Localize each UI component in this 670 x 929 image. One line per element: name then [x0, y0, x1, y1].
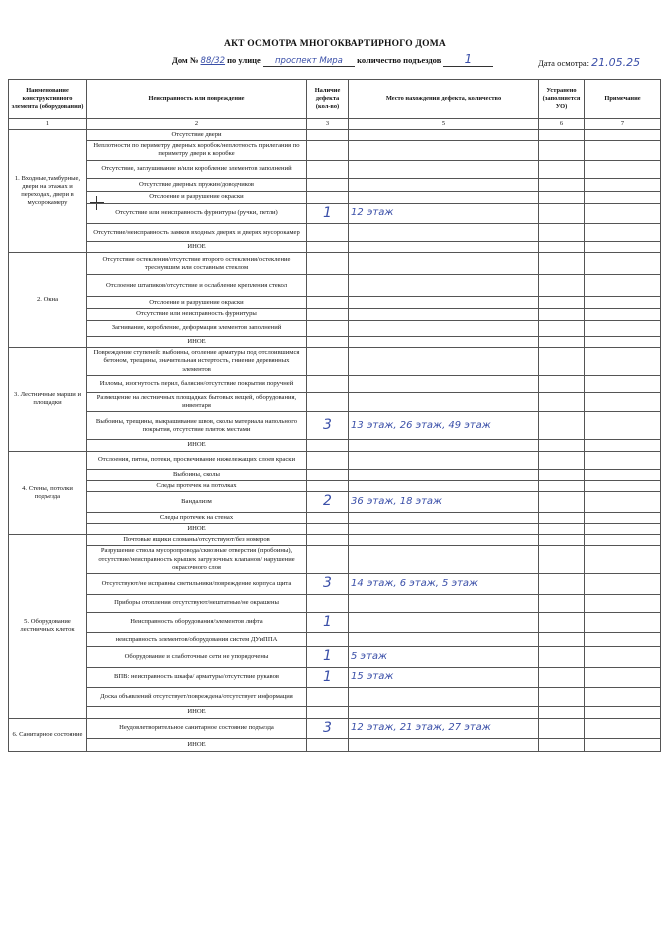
- fixed-field[interactable]: [539, 392, 585, 411]
- table-row: [9, 275, 661, 297]
- fixed-field[interactable]: [539, 336, 585, 347]
- defect-quantity-field[interactable]: [307, 309, 349, 320]
- defect-quantity-field[interactable]: [307, 191, 349, 203]
- defect-quantity-field[interactable]: [307, 512, 349, 523]
- table-row: [9, 297, 661, 309]
- note-field[interactable]: [585, 130, 661, 141]
- defects-table: [8, 79, 661, 752]
- element-category: 2. Окна: [9, 253, 87, 347]
- fixed-field[interactable]: [539, 253, 585, 275]
- fixed-field[interactable]: [539, 707, 585, 718]
- fixed-field[interactable]: [539, 469, 585, 480]
- defect-location-field[interactable]: 12 этаж, 21 этаж, 27 этаж: [349, 718, 539, 739]
- defect-quantity-field[interactable]: 1: [307, 647, 349, 668]
- house-label: Дом №: [172, 55, 199, 65]
- note-field[interactable]: [585, 347, 661, 375]
- note-field[interactable]: [585, 336, 661, 347]
- table-row: [9, 647, 661, 668]
- note-field[interactable]: [585, 451, 661, 469]
- table-row: [9, 203, 661, 224]
- defect-quantity-field[interactable]: [307, 297, 349, 309]
- col-number: 3: [307, 119, 349, 130]
- table-row: [9, 392, 661, 411]
- defect-description: Отсутствие дверных пружин/доводчиков: [87, 178, 307, 191]
- note-field[interactable]: [585, 275, 661, 297]
- fixed-field[interactable]: [539, 535, 585, 546]
- defect-location-field[interactable]: [349, 253, 539, 275]
- defect-description: Оборудование и слаботочные сети не упорядочены: [87, 647, 307, 668]
- defect-description: ИНОЕ: [87, 242, 307, 253]
- note-field[interactable]: [585, 739, 661, 752]
- defect-description: Размещение на лестничных площадках бытовых вещей, оборудования, инвентаря: [87, 392, 307, 411]
- defect-quantity-field[interactable]: [307, 160, 349, 178]
- note-field[interactable]: [585, 594, 661, 612]
- col-header-qty: Наличие дефекта (кол-во): [307, 80, 349, 119]
- defect-description: Отсутствие или неисправность фурнитуры: [87, 309, 307, 320]
- document-title: АКТ ОСМОТРА МНОГОКВАРТИРНОГО ДОМА: [224, 39, 446, 49]
- defect-quantity-field[interactable]: [307, 275, 349, 297]
- defect-quantity-field[interactable]: [307, 707, 349, 718]
- defect-quantity-field[interactable]: [307, 375, 349, 392]
- defect-location-field[interactable]: [349, 347, 539, 375]
- fixed-field[interactable]: [539, 688, 585, 707]
- table-row: [9, 718, 661, 739]
- element-category: 5. Оборудование лестничных клеток: [9, 535, 87, 718]
- defect-location-field[interactable]: [349, 191, 539, 203]
- defect-location-field[interactable]: [349, 392, 539, 411]
- col-header-location: Место нахождения дефекта, количество: [349, 80, 539, 119]
- defect-location-field[interactable]: [349, 440, 539, 451]
- defect-description: Следы протечек на стенах: [87, 512, 307, 523]
- defect-quantity-field[interactable]: 1: [307, 667, 349, 688]
- note-field[interactable]: [585, 203, 661, 224]
- defect-quantity-field[interactable]: 2: [307, 492, 349, 513]
- inspection-date: [538, 56, 640, 69]
- defect-description: Отсутствие остекления/отсутствие второго остекления/остекление треснувшим или составным стеклом: [87, 253, 307, 275]
- defect-description: Отсутствие, заглушивание и/или коробление элементов заполнений: [87, 160, 307, 178]
- table-row: [9, 633, 661, 647]
- table-row: [9, 688, 661, 707]
- fixed-field[interactable]: [539, 130, 585, 141]
- defect-quantity-field[interactable]: [307, 130, 349, 141]
- defect-location-field[interactable]: [349, 130, 539, 141]
- defect-location-field[interactable]: 14 этаж, 6 этаж, 5 этаж: [349, 574, 539, 595]
- defect-quantity-field[interactable]: [307, 546, 349, 574]
- defect-location-field[interactable]: [349, 224, 539, 242]
- defect-location-field[interactable]: [349, 688, 539, 707]
- house-line: [172, 52, 493, 67]
- defect-description: Отслоение и разрушение окраски: [87, 191, 307, 203]
- note-field[interactable]: [585, 440, 661, 451]
- fixed-field[interactable]: [539, 718, 585, 739]
- defect-quantity-field[interactable]: 3: [307, 412, 349, 440]
- note-field[interactable]: [585, 667, 661, 688]
- defect-quantity-field[interactable]: [307, 178, 349, 191]
- fixed-field[interactable]: [539, 412, 585, 440]
- table-row: [9, 347, 661, 375]
- defect-description: Отсутствие двери: [87, 130, 307, 141]
- note-field[interactable]: [585, 469, 661, 480]
- fixed-field[interactable]: [539, 440, 585, 451]
- fixed-field[interactable]: [539, 297, 585, 309]
- defect-description: Доска объявлений отсутствует/повреждена/отсутствует информация: [87, 688, 307, 707]
- table-row: [9, 594, 661, 612]
- fixed-field[interactable]: [539, 375, 585, 392]
- fixed-field[interactable]: [539, 523, 585, 534]
- defect-description: ВПВ: неисправность шкафа/ арматуры/отсутствие рукавов: [87, 667, 307, 688]
- fixed-field[interactable]: [539, 275, 585, 297]
- defect-location-field[interactable]: [349, 612, 539, 633]
- defect-location-field[interactable]: [349, 141, 539, 160]
- element-category: 6. Санитарное состояние: [9, 718, 87, 752]
- defect-description: Приборы отопления отсутствуют/нештатные/не окрашены: [87, 594, 307, 612]
- defect-location-field[interactable]: [349, 594, 539, 612]
- defect-quantity-field[interactable]: 3: [307, 718, 349, 739]
- defect-location-field[interactable]: 15 этаж: [349, 667, 539, 688]
- fixed-field[interactable]: [539, 178, 585, 191]
- defect-location-field[interactable]: [349, 707, 539, 718]
- fixed-field[interactable]: [539, 739, 585, 752]
- table-row: [9, 178, 661, 191]
- table-row: [9, 707, 661, 718]
- defect-quantity-field[interactable]: [307, 440, 349, 451]
- defect-location-field[interactable]: [349, 320, 539, 336]
- defect-quantity-field[interactable]: [307, 320, 349, 336]
- note-field[interactable]: [585, 178, 661, 191]
- note-field[interactable]: [585, 633, 661, 647]
- note-field[interactable]: [585, 512, 661, 523]
- table-row: [9, 242, 661, 253]
- defect-location-field[interactable]: [349, 336, 539, 347]
- fixed-field[interactable]: [539, 347, 585, 375]
- defect-description: Отслоение и разрушение окраски: [87, 297, 307, 309]
- defect-location-field[interactable]: [349, 242, 539, 253]
- note-field[interactable]: [585, 535, 661, 546]
- table-row: [9, 739, 661, 752]
- col-number: 7: [585, 119, 661, 130]
- col-header-element: Наименование конструктивного элемента (оборудования): [9, 80, 87, 119]
- street-label: по улице: [227, 55, 261, 65]
- col-number: 1: [9, 119, 87, 130]
- defect-description: Отсутствие/неисправность замков входных дверях и дверях мусорокамер: [87, 224, 307, 242]
- defect-location-field[interactable]: [349, 375, 539, 392]
- note-field[interactable]: [585, 160, 661, 178]
- table-row: [9, 375, 661, 392]
- table-row: [9, 480, 661, 491]
- fixed-field[interactable]: [539, 480, 585, 491]
- fixed-field[interactable]: [539, 224, 585, 242]
- table-row: [9, 309, 661, 320]
- defect-quantity-field[interactable]: [307, 347, 349, 375]
- note-field[interactable]: [585, 523, 661, 534]
- fixed-field[interactable]: [539, 512, 585, 523]
- defect-location-field[interactable]: [349, 275, 539, 297]
- table-row: [9, 336, 661, 347]
- defect-description: Разрушение ствола мусоропровода/сквозные отверстия (пробоины), отсутствие/неисправность крышек загрузочных клапанов/ нарушение окрасочного слоя: [87, 546, 307, 574]
- entrances-count: 1: [443, 52, 493, 67]
- table-row: [9, 469, 661, 480]
- defect-location-field[interactable]: [349, 633, 539, 647]
- defect-description: ИНОЕ: [87, 739, 307, 752]
- defect-description: Выбоины, сколы: [87, 469, 307, 480]
- defect-quantity-field[interactable]: [307, 451, 349, 469]
- note-field[interactable]: [585, 242, 661, 253]
- table-row: [9, 546, 661, 574]
- note-field[interactable]: [585, 375, 661, 392]
- defect-quantity-field[interactable]: 3: [307, 574, 349, 595]
- defect-description: Отсутствуют/не исправны светильники/повреждение корпуса щита: [87, 574, 307, 595]
- table-row: [9, 253, 661, 275]
- note-field[interactable]: [585, 224, 661, 242]
- defect-location-field[interactable]: [349, 523, 539, 534]
- fixed-field[interactable]: [539, 203, 585, 224]
- defect-description: ИНОЕ: [87, 440, 307, 451]
- defect-description: Следы протечек на потолках: [87, 480, 307, 491]
- col-header-note: Примечание: [585, 80, 661, 119]
- fixed-field[interactable]: [539, 309, 585, 320]
- col-header-fixed: Устранено (заполняется УО): [539, 80, 585, 119]
- defect-location-field[interactable]: 5 этаж: [349, 647, 539, 668]
- note-field[interactable]: [585, 480, 661, 491]
- table-row: [9, 130, 661, 141]
- note-field[interactable]: [585, 718, 661, 739]
- note-field[interactable]: [585, 546, 661, 574]
- table-row: [9, 523, 661, 534]
- defect-description: ИНОЕ: [87, 523, 307, 534]
- table-row: [9, 492, 661, 513]
- fixed-field[interactable]: [539, 451, 585, 469]
- note-field[interactable]: [585, 392, 661, 411]
- entrances-label: количество подъездов: [357, 55, 442, 65]
- defect-description: Неисправность оборудования/элементов лифта: [87, 612, 307, 633]
- table-row: [9, 160, 661, 178]
- note-field[interactable]: [585, 688, 661, 707]
- note-field[interactable]: [585, 191, 661, 203]
- defect-quantity-field[interactable]: [307, 523, 349, 534]
- note-field[interactable]: [585, 141, 661, 160]
- fixed-field[interactable]: [539, 574, 585, 595]
- defect-location-field[interactable]: [349, 480, 539, 491]
- defect-description: Неплотности по периметру дверных коробок/неплотность прилегания по периметру двери к коробке: [87, 141, 307, 160]
- fixed-field[interactable]: [539, 633, 585, 647]
- defect-description: Отслоения, пятна, потеки, просвечивание нижележащих слоев краски: [87, 451, 307, 469]
- defect-description: Вандализм: [87, 492, 307, 513]
- defect-quantity-field[interactable]: [307, 688, 349, 707]
- note-field[interactable]: [585, 320, 661, 336]
- element-category: 4. Стены, потолки подъезда: [9, 451, 87, 534]
- defect-quantity-field[interactable]: [307, 535, 349, 546]
- fixed-field[interactable]: [539, 191, 585, 203]
- defect-description: Отслоение штапиков/отсутствие и ослабление крепления стекол: [87, 275, 307, 297]
- defect-location-field[interactable]: [349, 178, 539, 191]
- table-row: [9, 667, 661, 688]
- note-field[interactable]: [585, 297, 661, 309]
- col-number: 5: [349, 119, 539, 130]
- defect-location-field[interactable]: [349, 512, 539, 523]
- element-category: 1. Входные,тамбурные, двери на этажах и переходах, двери в мусорокамеру: [9, 130, 87, 253]
- fixed-field[interactable]: [539, 242, 585, 253]
- defect-location-field[interactable]: [349, 469, 539, 480]
- col-header-defect: Неисправность или повреждение: [87, 80, 307, 119]
- defect-quantity-field[interactable]: [307, 633, 349, 647]
- table-row: [9, 451, 661, 469]
- house-number: 88/32: [200, 56, 226, 66]
- defect-location-field[interactable]: [349, 739, 539, 752]
- defects-table-body: [9, 130, 661, 752]
- col-number: 2: [87, 119, 307, 130]
- fixed-field[interactable]: [539, 647, 585, 668]
- fixed-field[interactable]: [539, 546, 585, 574]
- defect-location-field[interactable]: [349, 297, 539, 309]
- fixed-field[interactable]: [539, 160, 585, 178]
- defect-description: ИНОЕ: [87, 336, 307, 347]
- fixed-field[interactable]: [539, 594, 585, 612]
- fixed-field[interactable]: [539, 492, 585, 513]
- defect-quantity-field[interactable]: 1: [307, 203, 349, 224]
- table-row: [9, 191, 661, 203]
- defect-quantity-field[interactable]: [307, 242, 349, 253]
- defect-location-field[interactable]: [349, 160, 539, 178]
- table-row: [9, 535, 661, 546]
- defect-location-field[interactable]: [349, 546, 539, 574]
- defect-description: Повреждение ступеней: выбоины, оголение арматуры под отслоившимся бетоном, трещины, значительная истертость, гниение деревянных элементов: [87, 347, 307, 375]
- defect-location-field[interactable]: [349, 451, 539, 469]
- defect-location-field[interactable]: 12 этаж: [349, 203, 539, 224]
- note-field[interactable]: [585, 253, 661, 275]
- defect-description: Отсутствие или неисправность фурнитуры (ручки, петли): [87, 203, 307, 224]
- defect-quantity-field[interactable]: [307, 224, 349, 242]
- defect-quantity-field[interactable]: [307, 739, 349, 752]
- fixed-field[interactable]: [539, 320, 585, 336]
- col-number: 6: [539, 119, 585, 130]
- defect-description: Почтовые ящики сломаны/отсутствуют/без номеров: [87, 535, 307, 546]
- table-row: [9, 141, 661, 160]
- note-field[interactable]: [585, 647, 661, 668]
- defect-description: ИНОЕ: [87, 707, 307, 718]
- fixed-field[interactable]: [539, 141, 585, 160]
- defect-quantity-field[interactable]: [307, 253, 349, 275]
- defect-quantity-field[interactable]: [307, 392, 349, 411]
- note-field[interactable]: [585, 574, 661, 595]
- element-category: 3. Лестничные марши и площадки: [9, 347, 87, 451]
- defect-location-field[interactable]: [349, 535, 539, 546]
- table-row: [9, 612, 661, 633]
- note-field[interactable]: [585, 707, 661, 718]
- defect-description: Загнивание, коробление, деформация элементов заполнений: [87, 320, 307, 336]
- date-label: Дата осмотра:: [538, 58, 590, 68]
- defect-quantity-field[interactable]: [307, 336, 349, 347]
- defect-description: неисправность элементов/оборудования систем ДУиППА: [87, 633, 307, 647]
- defect-quantity-field[interactable]: [307, 594, 349, 612]
- defect-description: Неудовлетворительное санитарное состояние подъезда: [87, 718, 307, 739]
- table-row: [9, 574, 661, 595]
- note-field[interactable]: [585, 309, 661, 320]
- defect-quantity-field[interactable]: 1: [307, 612, 349, 633]
- note-field[interactable]: [585, 612, 661, 633]
- street-name: проспект Мира: [263, 56, 355, 67]
- fixed-field[interactable]: [539, 667, 585, 688]
- note-field[interactable]: [585, 412, 661, 440]
- defect-description: Изломы, изогнутость перил, балясин/отсутствие покрытия поручней: [87, 375, 307, 392]
- table-row: [9, 440, 661, 451]
- defect-location-field[interactable]: 36 этаж, 18 этаж: [349, 492, 539, 513]
- fixed-field[interactable]: [539, 612, 585, 633]
- table-row: [9, 320, 661, 336]
- table-row: [9, 412, 661, 440]
- defect-location-field[interactable]: 13 этаж, 26 этаж, 49 этаж: [349, 412, 539, 440]
- table-row: [9, 512, 661, 523]
- defect-location-field[interactable]: [349, 309, 539, 320]
- defect-quantity-field[interactable]: [307, 480, 349, 491]
- note-field[interactable]: [585, 492, 661, 513]
- defect-quantity-field[interactable]: [307, 141, 349, 160]
- defect-description: Выбоины, трещины, выкрашивание швов, сколы материала напольного покрытия, отсутствие плиток местами: [87, 412, 307, 440]
- date-value: 21.05.25: [591, 56, 641, 69]
- defect-quantity-field[interactable]: [307, 469, 349, 480]
- table-row: [9, 224, 661, 242]
